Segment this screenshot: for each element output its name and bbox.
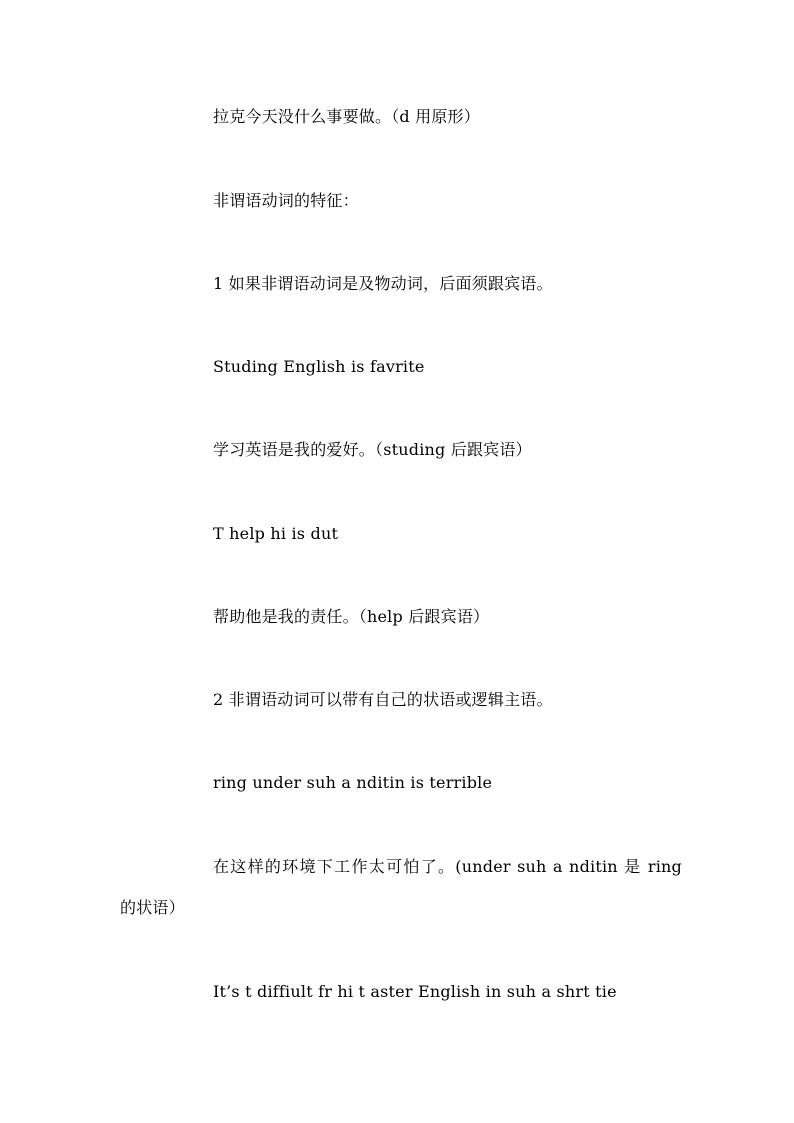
paragraph-6: T help hi is dut: [213, 524, 339, 543]
paragraph-5: 学习英语是我的爱好。（studing 后跟宾语）: [213, 440, 532, 459]
paragraph-9: ring under suh a nditin is terrible: [213, 773, 493, 792]
paragraph-8: 2 非谓语动词可以带有自己的状语或逻辑主语。: [213, 690, 553, 709]
paragraph-3: 1 如果非谓语动词是及物动词，后面须跟宾语。: [213, 274, 553, 293]
paragraph-11: It’s t diffiult fr hi t aster English in suh a shrt tie: [213, 982, 617, 1001]
paragraph-7: 帮助他是我的责任。（help 后跟宾语）: [213, 607, 490, 626]
paragraph-10-line-2: 的状语）: [120, 898, 185, 917]
paragraph-10: [120, 857, 682, 918]
paragraph-1: 拉克今天没什么事要做。（d 用原形）: [213, 107, 480, 126]
paragraph-4: Studing English is favrite: [213, 357, 425, 376]
paragraph-10-line-1: 在这样的环境下工作太可怕了。(under suh a nditin 是 ring: [213, 857, 682, 876]
paragraph-2: 非谓语动词的特征：: [213, 191, 359, 210]
